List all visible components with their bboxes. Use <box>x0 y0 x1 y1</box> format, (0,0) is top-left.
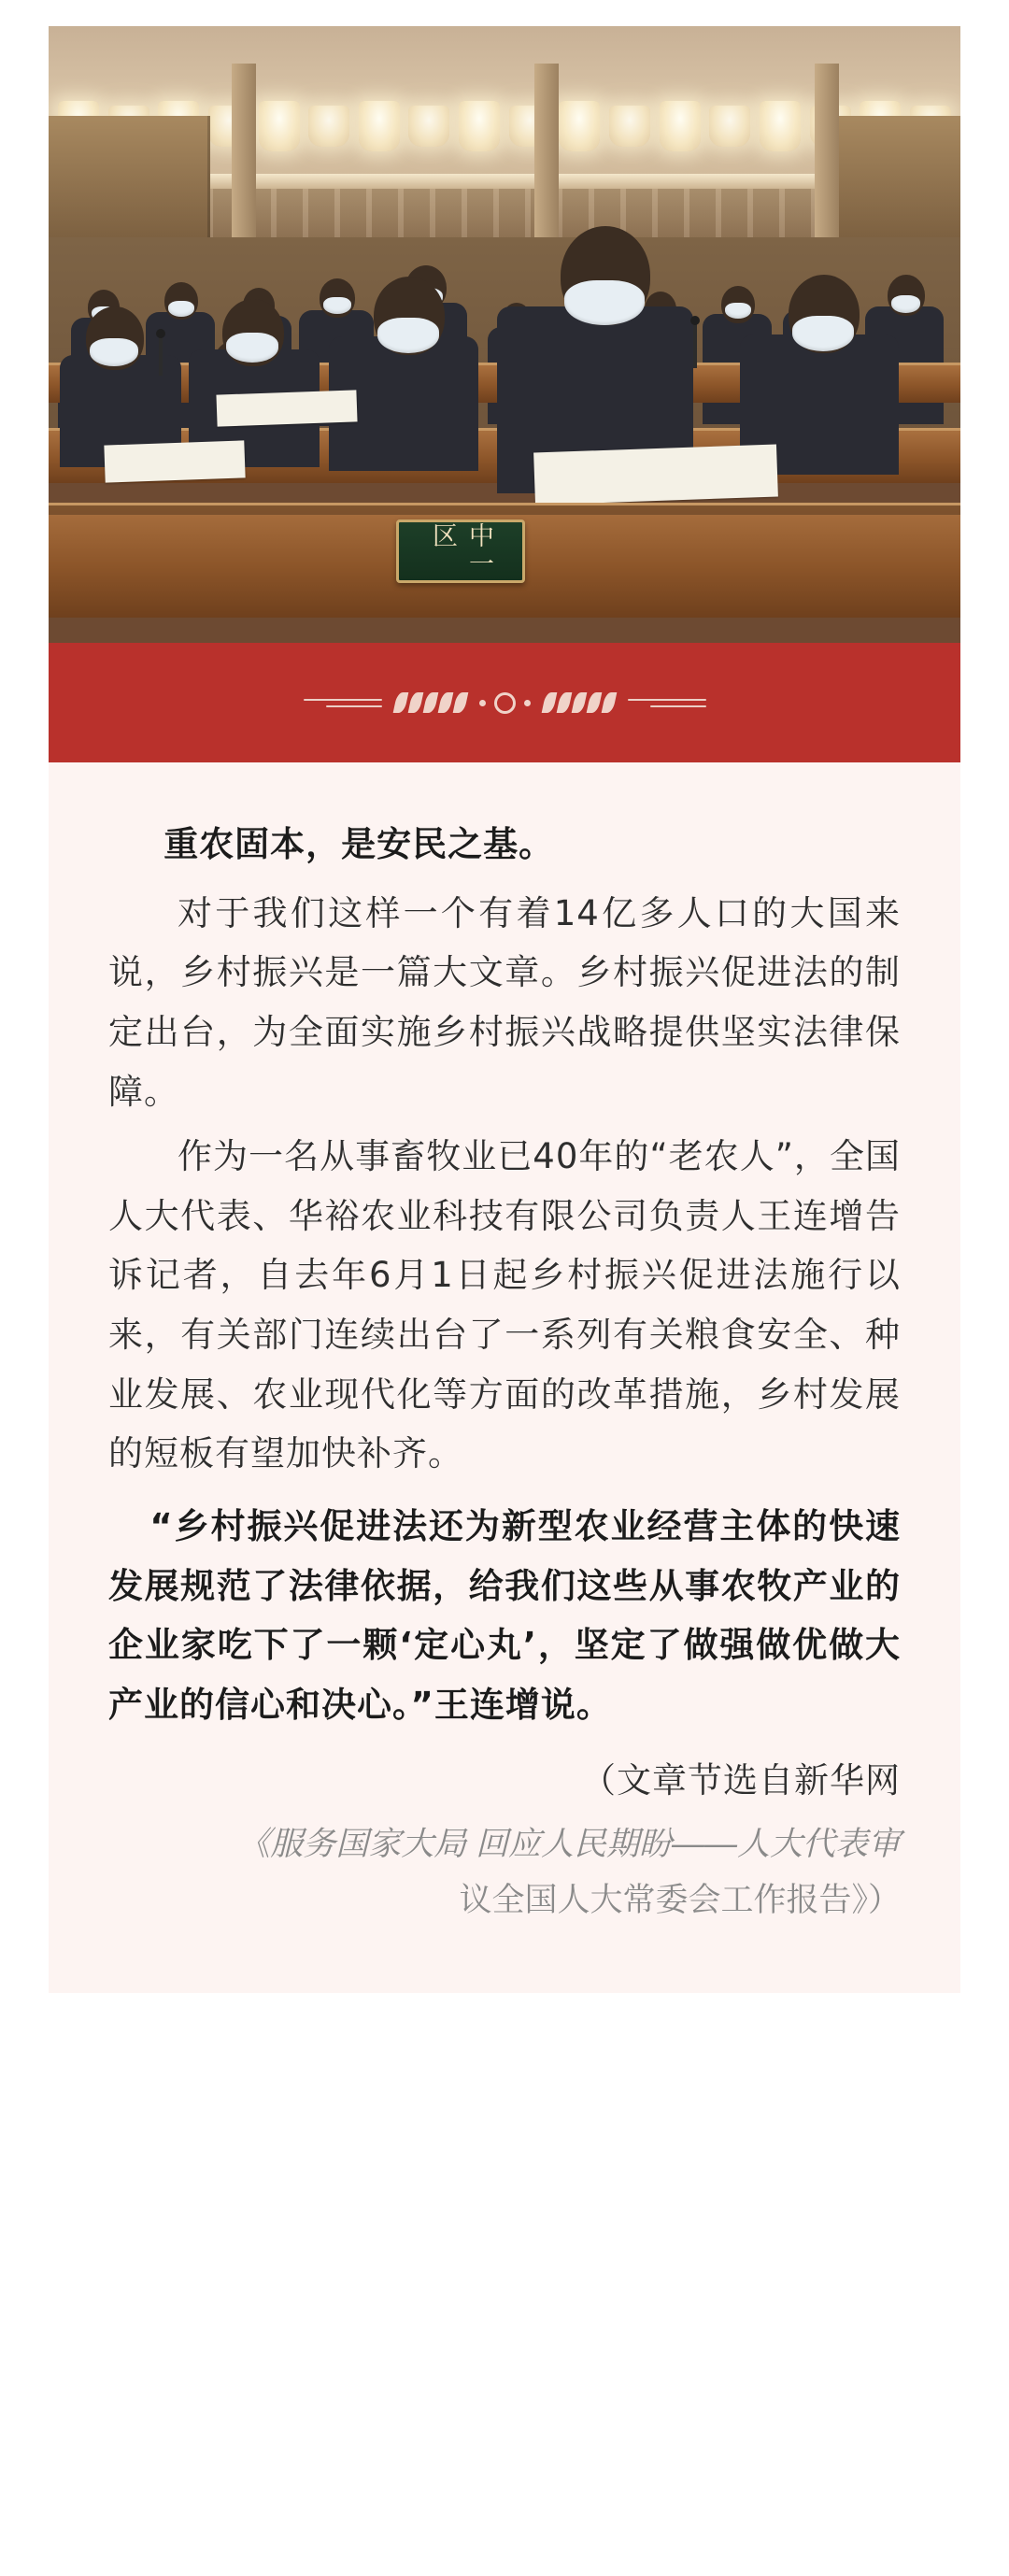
article-lead: 重农固本，是安民之基。 <box>163 824 555 864</box>
pillar-left <box>232 64 256 241</box>
microphone-icon <box>159 334 163 376</box>
ornament-lines-right <box>628 699 706 707</box>
article-source-title-line2: 议全国人大常委会工作报告》） <box>459 1881 901 1918</box>
microphone-icon <box>693 321 697 368</box>
article-card <box>49 26 960 1993</box>
wheat-icon-right <box>544 692 615 713</box>
wheat-ornament-divider <box>304 692 706 714</box>
article-paragraph-1: 对于我们这样一个有着14亿多人口的大国来说，乡村振兴是一篇大文章。乡村振兴促进法的制定出台，为全面实施乡村振兴战略提供坚实法律保障。 <box>108 892 901 1112</box>
wall-panel-left <box>49 116 210 237</box>
circle-icon <box>494 692 516 714</box>
documents-on-desk <box>216 390 357 426</box>
documents-on-desk <box>104 440 245 482</box>
npc-session-photo <box>49 26 960 643</box>
ornament-lines-left <box>304 699 382 707</box>
pillar-right <box>815 64 839 241</box>
zone-sign: 中一区 <box>396 519 525 583</box>
wheat-icon-left <box>395 692 466 713</box>
documents-on-desk <box>533 444 778 505</box>
pillar-center <box>534 64 559 241</box>
article-source-prefix: （文章节选自新华网 <box>581 1760 901 1801</box>
article-quote: “乡村振兴促进法还为新型农业经营主体的快速发展规范了法律依据，给我们这些从事农牧产业的企业家吃下了一颗‘定心丸’，坚定了做强做优做大产业的信心和决心。”王连增说。 <box>108 1505 901 1725</box>
article-body <box>49 762 960 1993</box>
center-dot-ornament <box>479 692 531 714</box>
article-paragraph-2: 作为一名从事畜牧业已40年的“老农人”，全国人大代表、华裕农业科技有限公司负责人王连增告诉记者，自去年6月1日起乡村振兴促进法施行以来，有关部门连续出台了一系列有关粮食安全、种业发展、农业现代化等方面的改革措施，乡村发展的短板有望加快补齐。 <box>108 1136 901 1474</box>
decorative-red-band <box>49 643 960 762</box>
article-source-title-line1: 《服务国家大局 回应人民期盼——人大代表审 <box>237 1826 901 1862</box>
